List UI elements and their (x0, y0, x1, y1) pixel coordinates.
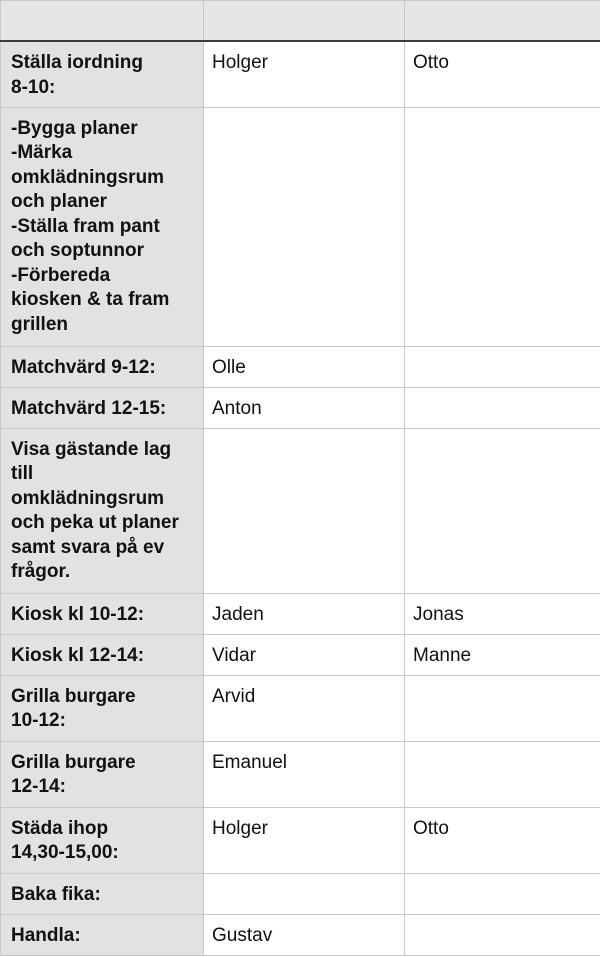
table-row (1, 107, 600, 346)
header-cell-a[interactable] (1, 1, 204, 42)
table-row (1, 807, 600, 873)
task-cell[interactable]: Kiosk kl 12-14: (1, 634, 204, 675)
header-row (1, 1, 600, 42)
table-row (1, 41, 600, 107)
task-cell[interactable]: Grilla burgare 10-12: (1, 675, 204, 741)
person-cell[interactable]: Otto (405, 807, 600, 873)
person-cell[interactable]: Otto (405, 41, 600, 107)
person-cell[interactable]: Holger (204, 807, 405, 873)
task-cell[interactable]: Baka fika: (1, 873, 204, 914)
task-cell[interactable]: Ställa iordning 8-10: (1, 41, 204, 107)
table-row (1, 593, 600, 634)
person-cell[interactable] (405, 428, 600, 593)
person-cell[interactable] (405, 675, 600, 741)
person-cell[interactable]: Anton (204, 387, 405, 428)
person-cell[interactable] (405, 346, 600, 387)
person-cell[interactable] (405, 387, 600, 428)
header-cell-c[interactable] (405, 1, 600, 42)
table-row (1, 741, 600, 807)
table-row (1, 675, 600, 741)
person-cell[interactable]: Vidar (204, 634, 405, 675)
table-row (1, 873, 600, 914)
header-cell-b[interactable] (204, 1, 405, 42)
table-row (1, 387, 600, 428)
task-cell[interactable]: Matchvärd 12-15: (1, 387, 204, 428)
person-cell[interactable]: Arvid (204, 675, 405, 741)
person-cell[interactable]: Manne (405, 634, 600, 675)
person-cell[interactable] (405, 107, 600, 346)
person-cell[interactable]: Gustav (204, 914, 405, 955)
task-cell[interactable]: Matchvärd 9-12: (1, 346, 204, 387)
task-cell[interactable]: Visa gästande lag till omklädningsrum och peka ut planer samt svara på ev frågor. (1, 428, 204, 593)
table-row (1, 914, 600, 955)
task-cell[interactable]: Städa ihop 14,30-15,00: (1, 807, 204, 873)
task-cell[interactable]: Grilla burgare 12-14: (1, 741, 204, 807)
table-row (1, 634, 600, 675)
task-cell[interactable]: -Bygga planer -Märka omklädningsrum och planer -Ställa fram pant och soptunnor -Förbereda kiosken & ta fram grillen (1, 107, 204, 346)
table-row (1, 428, 600, 593)
person-cell[interactable] (405, 741, 600, 807)
person-cell[interactable]: Jonas (405, 593, 600, 634)
task-cell[interactable]: Kiosk kl 10-12: (1, 593, 204, 634)
person-cell[interactable] (204, 107, 405, 346)
person-cell[interactable] (204, 873, 405, 914)
person-cell[interactable]: Jaden (204, 593, 405, 634)
person-cell[interactable]: Olle (204, 346, 405, 387)
person-cell[interactable]: Holger (204, 41, 405, 107)
table-row (1, 346, 600, 387)
task-cell[interactable]: Handla: (1, 914, 204, 955)
person-cell[interactable] (204, 428, 405, 593)
person-cell[interactable] (405, 914, 600, 955)
person-cell[interactable] (405, 873, 600, 914)
person-cell[interactable]: Emanuel (204, 741, 405, 807)
